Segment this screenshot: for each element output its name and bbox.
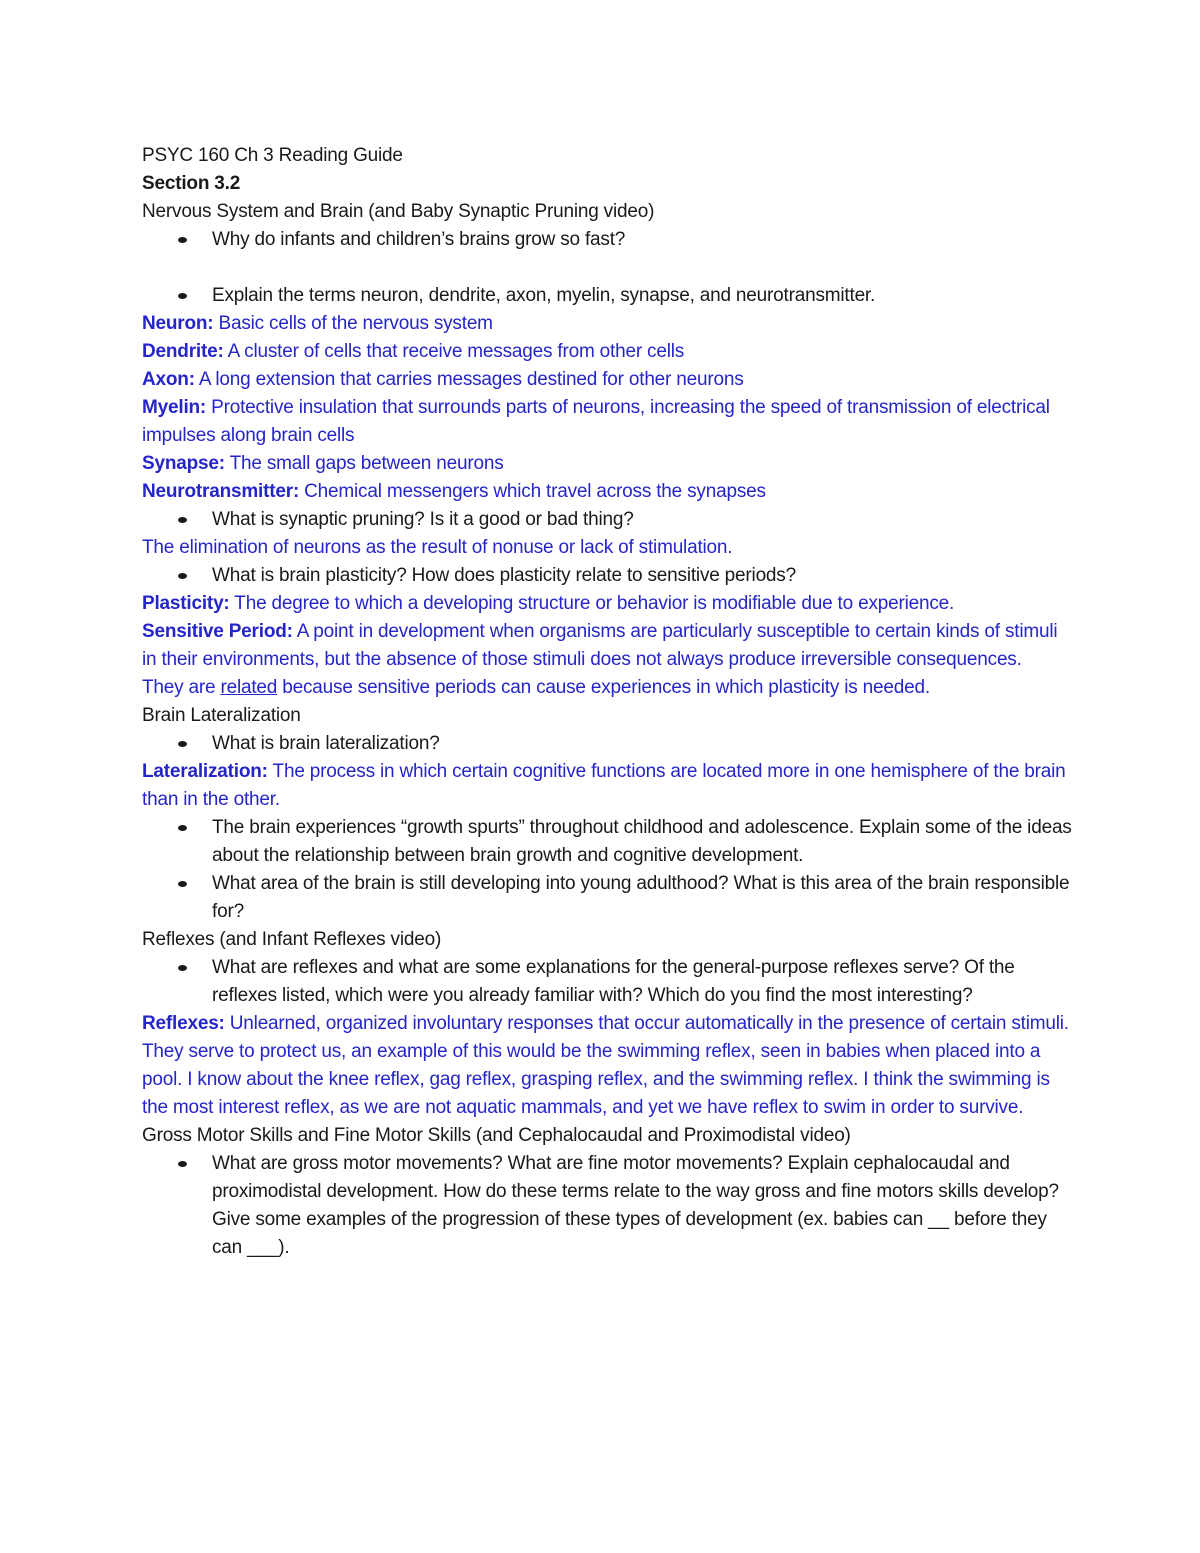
answer-plasticity-relation: They are related because sensitive periods can cause experiences in which plasticity is needed.	[142, 677, 930, 698]
nervous-system-heading: Nervous System and Brain (and Baby Synaptic Pruning video)	[142, 201, 655, 222]
bullet-icon	[178, 237, 187, 243]
bullet-icon	[178, 741, 187, 747]
bullet-icon	[178, 825, 187, 831]
bullet-icon	[178, 517, 187, 523]
question-terms: Explain the terms neuron, dendrite, axon, myelin, synapse, and neurotransmitter.	[142, 282, 1072, 310]
question-reflexes: What are reflexes and what are some explanations for the general-purpose reflexes serve? Of the reflexes listed, which were you already familiar with? Which do you find the most interesting?	[142, 954, 1072, 1010]
bullet-icon	[178, 293, 187, 299]
question-motor-skills: What are gross motor movements? What are fine motor movements? Explain cephalocaudal and proximodistal development. How do these terms relate to the way gross and fine motors skills develop? Give some examples of the progression of these types of development (ex. babies can __ before they can ___).	[142, 1150, 1072, 1262]
definition-myelin: Myelin: Protective insulation that surrounds parts of neurons, increasing the speed of transmission of electrical impulses along brain cells	[142, 397, 1050, 446]
definition-sensitive-period: Sensitive Period: A point in development when organisms are particularly susceptible to certain kinds of stimuli in their environments, but the absence of those stimuli does not always produce irreversible consequences.	[142, 621, 1058, 670]
document-page	[142, 142, 1072, 1262]
answer-synaptic-pruning: The elimination of neurons as the result of nonuse or lack of stimulation.	[142, 537, 733, 558]
definition-plasticity: Plasticity: The degree to which a developing structure or behavior is modifiable due to experience.	[142, 593, 955, 614]
definition-reflexes: Reflexes: Unlearned, organized involuntary responses that occur automatically in the presence of certain stimuli.	[142, 1013, 1069, 1034]
brain-lateralization-heading: Brain Lateralization	[142, 705, 301, 726]
question-plasticity: What is brain plasticity? How does plasticity relate to sensitive periods?	[142, 562, 1072, 590]
question-brain-area: What area of the brain is still developing into young adulthood? What is this area of the brain responsible for?	[142, 870, 1072, 926]
definition-neuron: Neuron: Basic cells of the nervous system	[142, 313, 493, 334]
section-heading: Section 3.2	[142, 173, 241, 194]
answer-reflexes: They serve to protect us, an example of this would be the swimming reflex, seen in babies when placed into a pool. I know about the knee reflex, gag reflex, grasping reflex, and the swimming reflex. I think the swimming is the most interest reflex, as we are not aquatic mammals, and yet we have reflex to swim in order to survive.	[142, 1041, 1050, 1118]
bullet-icon	[178, 965, 187, 971]
definition-neurotransmitter: Neurotransmitter: Chemical messengers which travel across the synapses	[142, 481, 766, 502]
question-growth-spurts: The brain experiences “growth spurts” throughout childhood and adolescence. Explain some of the ideas about the relationship between brain growth and cognitive development.	[142, 814, 1072, 870]
question-synaptic-pruning: What is synaptic pruning? Is it a good or bad thing?	[142, 506, 1072, 534]
definition-synapse: Synapse: The small gaps between neurons	[142, 453, 504, 474]
bullet-icon	[178, 573, 187, 579]
reflexes-heading: Reflexes (and Infant Reflexes video)	[142, 929, 442, 950]
underlined-word: related	[220, 677, 278, 698]
definition-lateralization: Lateralization: The process in which certain cognitive functions are located more in one hemisphere of the brain than in the other.	[142, 761, 1066, 810]
definition-axon: Axon: A long extension that carries messages destined for other neurons	[142, 369, 744, 390]
question-brain-growth: Why do infants and children’s brains grow so fast?	[142, 226, 1072, 254]
definition-dendrite: Dendrite: A cluster of cells that receive messages from other cells	[142, 341, 685, 362]
document-title: PSYC 160 Ch 3 Reading Guide	[142, 145, 403, 166]
bullet-icon	[178, 881, 187, 887]
bullet-icon	[178, 1161, 187, 1167]
question-lateralization: What is brain lateralization?	[142, 730, 1072, 758]
motor-skills-heading: Gross Motor Skills and Fine Motor Skills (and Cephalocaudal and Proximodistal video)	[142, 1125, 851, 1146]
